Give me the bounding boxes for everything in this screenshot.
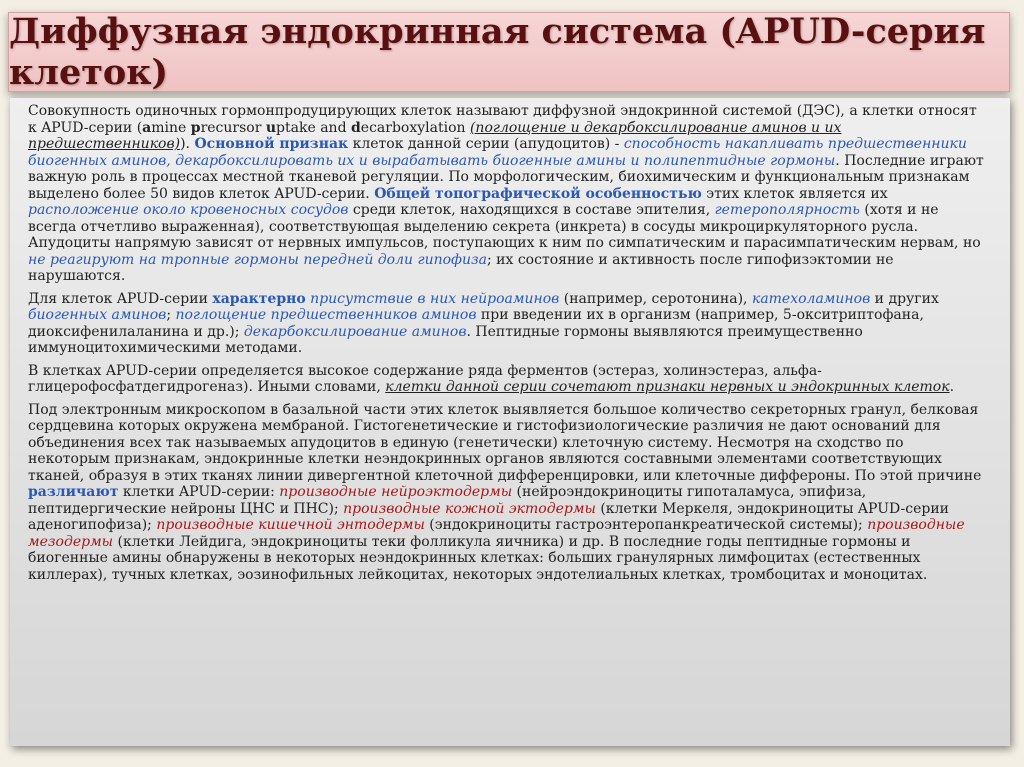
paragraph-1: Совокупность одиночных гормонпродуцирующих клеток называют диффузной эндокринной системой (ДЭС), а клетки относят к APUD-серии (amine precursor uptake and decarboxylation (поглощение и декарбоксилирование аминов и их предшественников)). Основной признак клеток данной серии (апудоцитов) - способность накапливать предшественники биогенных аминов, декарбоксилировать их и вырабатывать биогенные амины и полипептидные гормоны. Последние играют важную роль в процессах местной тканевой регуляции. По морфологическим, биохимическим и функциональным признакам выделено более 50 видов клеток APUD-серии. Общей топографической особенностью этих клеток является их расположение около кровеносных сосудов среди клеток, находящихся в составе эпителия, гетерополярность (хотя и не всегда отчетливо выраженная), соответствующая выделению секрета (инкрета) в сосуды микроциркуляторного русла. Апудоциты напрямую зависят от нервных импульсов, поступающих к ним по симпатическим и парасимпатическим нервам, но не реагируют на тропные гормоны передней доли гипофиза; их состояние и активность после гипофизэктомии не нарушаются. [28,103,984,284]
apud-definition: (поглощение и декарбоксилирование аминов и их предшественников) [28,119,842,152]
slide-title: Диффузная эндокринная система (APUD-серия клеток) [9,11,986,93]
paragraph-3: В клетках APUD-серии определяется высокое содержание ряда ферментов (эстераз, холинэстераз, альфа-глицерофосфатдегидрогеназ). Иными словами, клетки данной серии сочетают признаки нервных и эндокринных клеток. [28,362,955,395]
paragraph-2: Для клеток APUD-серии характерно присутствие в них нейроаминов (например, серотонина), катехоламинов и других биогенных аминов; поглощение предшественников аминов при введении их в организм (например, 5-окситриптофана, диоксифенилаланина и др.); декарбоксилирование аминов. Пептидные гормоны выявляются преимущественно иммуноцитохимическими методами. [28,290,939,356]
paragraph-4: Под электронным микроскопом в базальной части этих клеток выявляется большое количество секреторных гранул, белковая сердцевина которых окружена мембраной. Гистогенетические и гистофизиологические различия не дают оснований для объединения всех так называемых апудоцитов в единую (генетически) клеточную систему. Несмотря на сходство по некоторым признакам, эндокринные клетки неэндокринных органов являются составными элементами соответствующих тканей, образуя в этих тканях линии дивергентной клеточной дифференцировки, или клеточные диффероны. По этой причине различают клетки APUD-серии: производные нейроэктодермы (нейроэндокриноциты гипоталамуса, эпифиза, пептидергические нейроны ЦНС и ПНС); производные кожной эктодермы (клетки Меркеля, эндокриноциты APUD-серии аденогипофиза); производные кишечной энтодермы (эндокриноциты гастроэнтеропанкреатической системы); производные мезодермы (клетки Лейдига, эндокриноциты теки фолликула яичника) и др. В последние годы пептидные гормоны и биогенные амины обнаружены в некоторых неэндокринных клетках: больших гранулярных лимфоцитах (естественных киллерах), тучных клетках, эозинофильных лейкоцитах, некоторых эндотелиальных клетках, тромбоцитах и моноцитах. [28,401,982,583]
content-box [10,98,1010,746]
title-box [8,12,1010,92]
